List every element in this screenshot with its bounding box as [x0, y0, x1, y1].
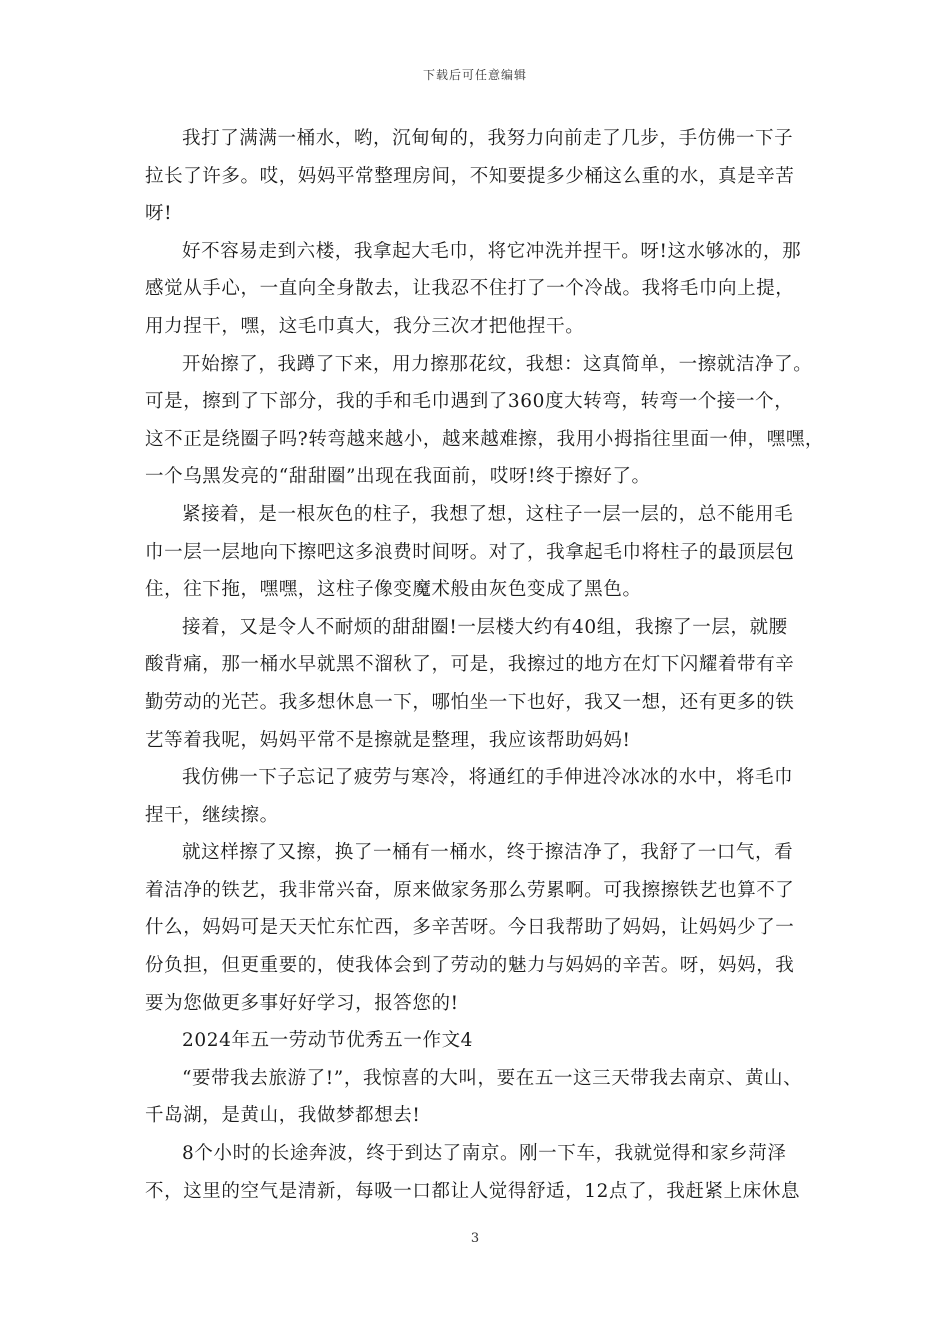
text-line: 我仿佛一下子忘记了疲劳与寒冷，将通红的手伸进冷冰冰的水中，将毛巾 — [182, 767, 794, 789]
text-line: 我打了满满一桶水，哟，沉甸甸的，我努力向前走了几步，手仿佛一下子 — [182, 128, 794, 149]
text-line: 2024年五一劳动节优秀五一作文4 — [182, 1030, 474, 1052]
document-body — [145, 120, 825, 1210]
text-line: 艺等着我呢，妈妈平常不是擦就是整理，我应该帮助妈妈! — [145, 729, 631, 751]
page-number: 3 — [470, 1231, 480, 1246]
text-line: 用力捏干，嘿，这毛巾真大，我分三次才把他捏干。 — [145, 315, 585, 337]
text-line: 感觉从手心，一直向全身散去，让我忍不住打了一个冷战。我将毛巾向上提， — [145, 278, 795, 300]
text-line: 好不容易走到六楼，我拿起大毛巾，将它冲洗并捏干。呀!这水够冰的，那 — [182, 240, 802, 262]
page-header: 下载后可任意编辑 — [422, 68, 527, 82]
text-line: 勤劳动的光芒。我多想休息一下，哪怕坐一下也好，我又一想，还有更多的铁 — [145, 691, 795, 713]
text-line: 8个小时的长途奔波，终于到达了南京。刚一下车，我就觉得和家乡菏泽 — [182, 1143, 787, 1165]
text-line: 拉长了许多。哎，妈妈平常整理房间，不知要提多少桶这么重的水，真是辛苦 — [145, 165, 795, 187]
text-line: 开始擦了，我蹲了下来，用力擦那花纹，我想：这真简单，一擦就洁净了。 — [182, 353, 813, 375]
text-line: 一个乌黑发亮的“甜甜圈”出现在我面前，哎呀!终于擦好了。 — [145, 466, 651, 488]
text-line: 紧接着，是一根灰色的柱子，我想了想，这柱子一层一层的，总不能用毛 — [182, 503, 794, 525]
text-line: 就这样擦了又擦，换了一桶有一桶水，终于擦洁净了，我舒了一口气，看 — [182, 842, 794, 864]
text-line: “要带我去旅游了!”，我惊喜的大叫，要在五一这三天带我去南京、黄山、 — [182, 1067, 803, 1089]
text-line: 什么，妈妈可是天天忙东忙西，多辛苦呀。今日我帮助了妈妈，让妈妈少了一 — [145, 917, 795, 939]
text-line: 这不正是绕圈子吗?转弯越来越小，越来越难擦，我用小拇指往里面一伸，嘿嘿， — [145, 428, 825, 450]
text-line: 千岛湖，是黄山，我做梦都想去! — [145, 1105, 421, 1127]
text-line: 酸背痛，那一桶水早就黑不溜秋了，可是，我擦过的地方在灯下闪耀着带有辛 — [145, 654, 795, 676]
text-line: 份负担，但更重要的，使我体会到了劳动的魅力与妈妈的辛苦。呀，妈妈，我 — [145, 955, 795, 977]
text-line: 着洁净的铁艺，我非常兴奋，原来做家务那么劳累啊。可我擦擦铁艺也算不了 — [145, 879, 795, 901]
text-line: 要为您做更多事好好学习，报答您的! — [145, 992, 459, 1014]
text-line: 接着，又是令人不耐烦的甜甜圈!一层楼大约有40组，我擦了一层，就腰 — [182, 616, 788, 638]
text-line: 可是，擦到了下部分，我的手和毛巾遇到了360度大转弯，转弯一个接一个， — [145, 391, 794, 413]
text-line: 不，这里的空气是清新，每吸一口都让人觉得舒适，12点了，我赶紧上床休息 — [145, 1180, 801, 1202]
text-line: 捏干，继续擦。 — [145, 804, 279, 826]
text-line: 住，往下拖，嘿嘿，这柱子像变魔术般由灰色变成了黑色。 — [145, 579, 642, 601]
text-line: 呀! — [145, 203, 173, 225]
text-line: 巾一层一层地向下擦吧这多浪费时间呀。对了，我拿起毛巾将柱子的最顶层包 — [145, 541, 795, 563]
